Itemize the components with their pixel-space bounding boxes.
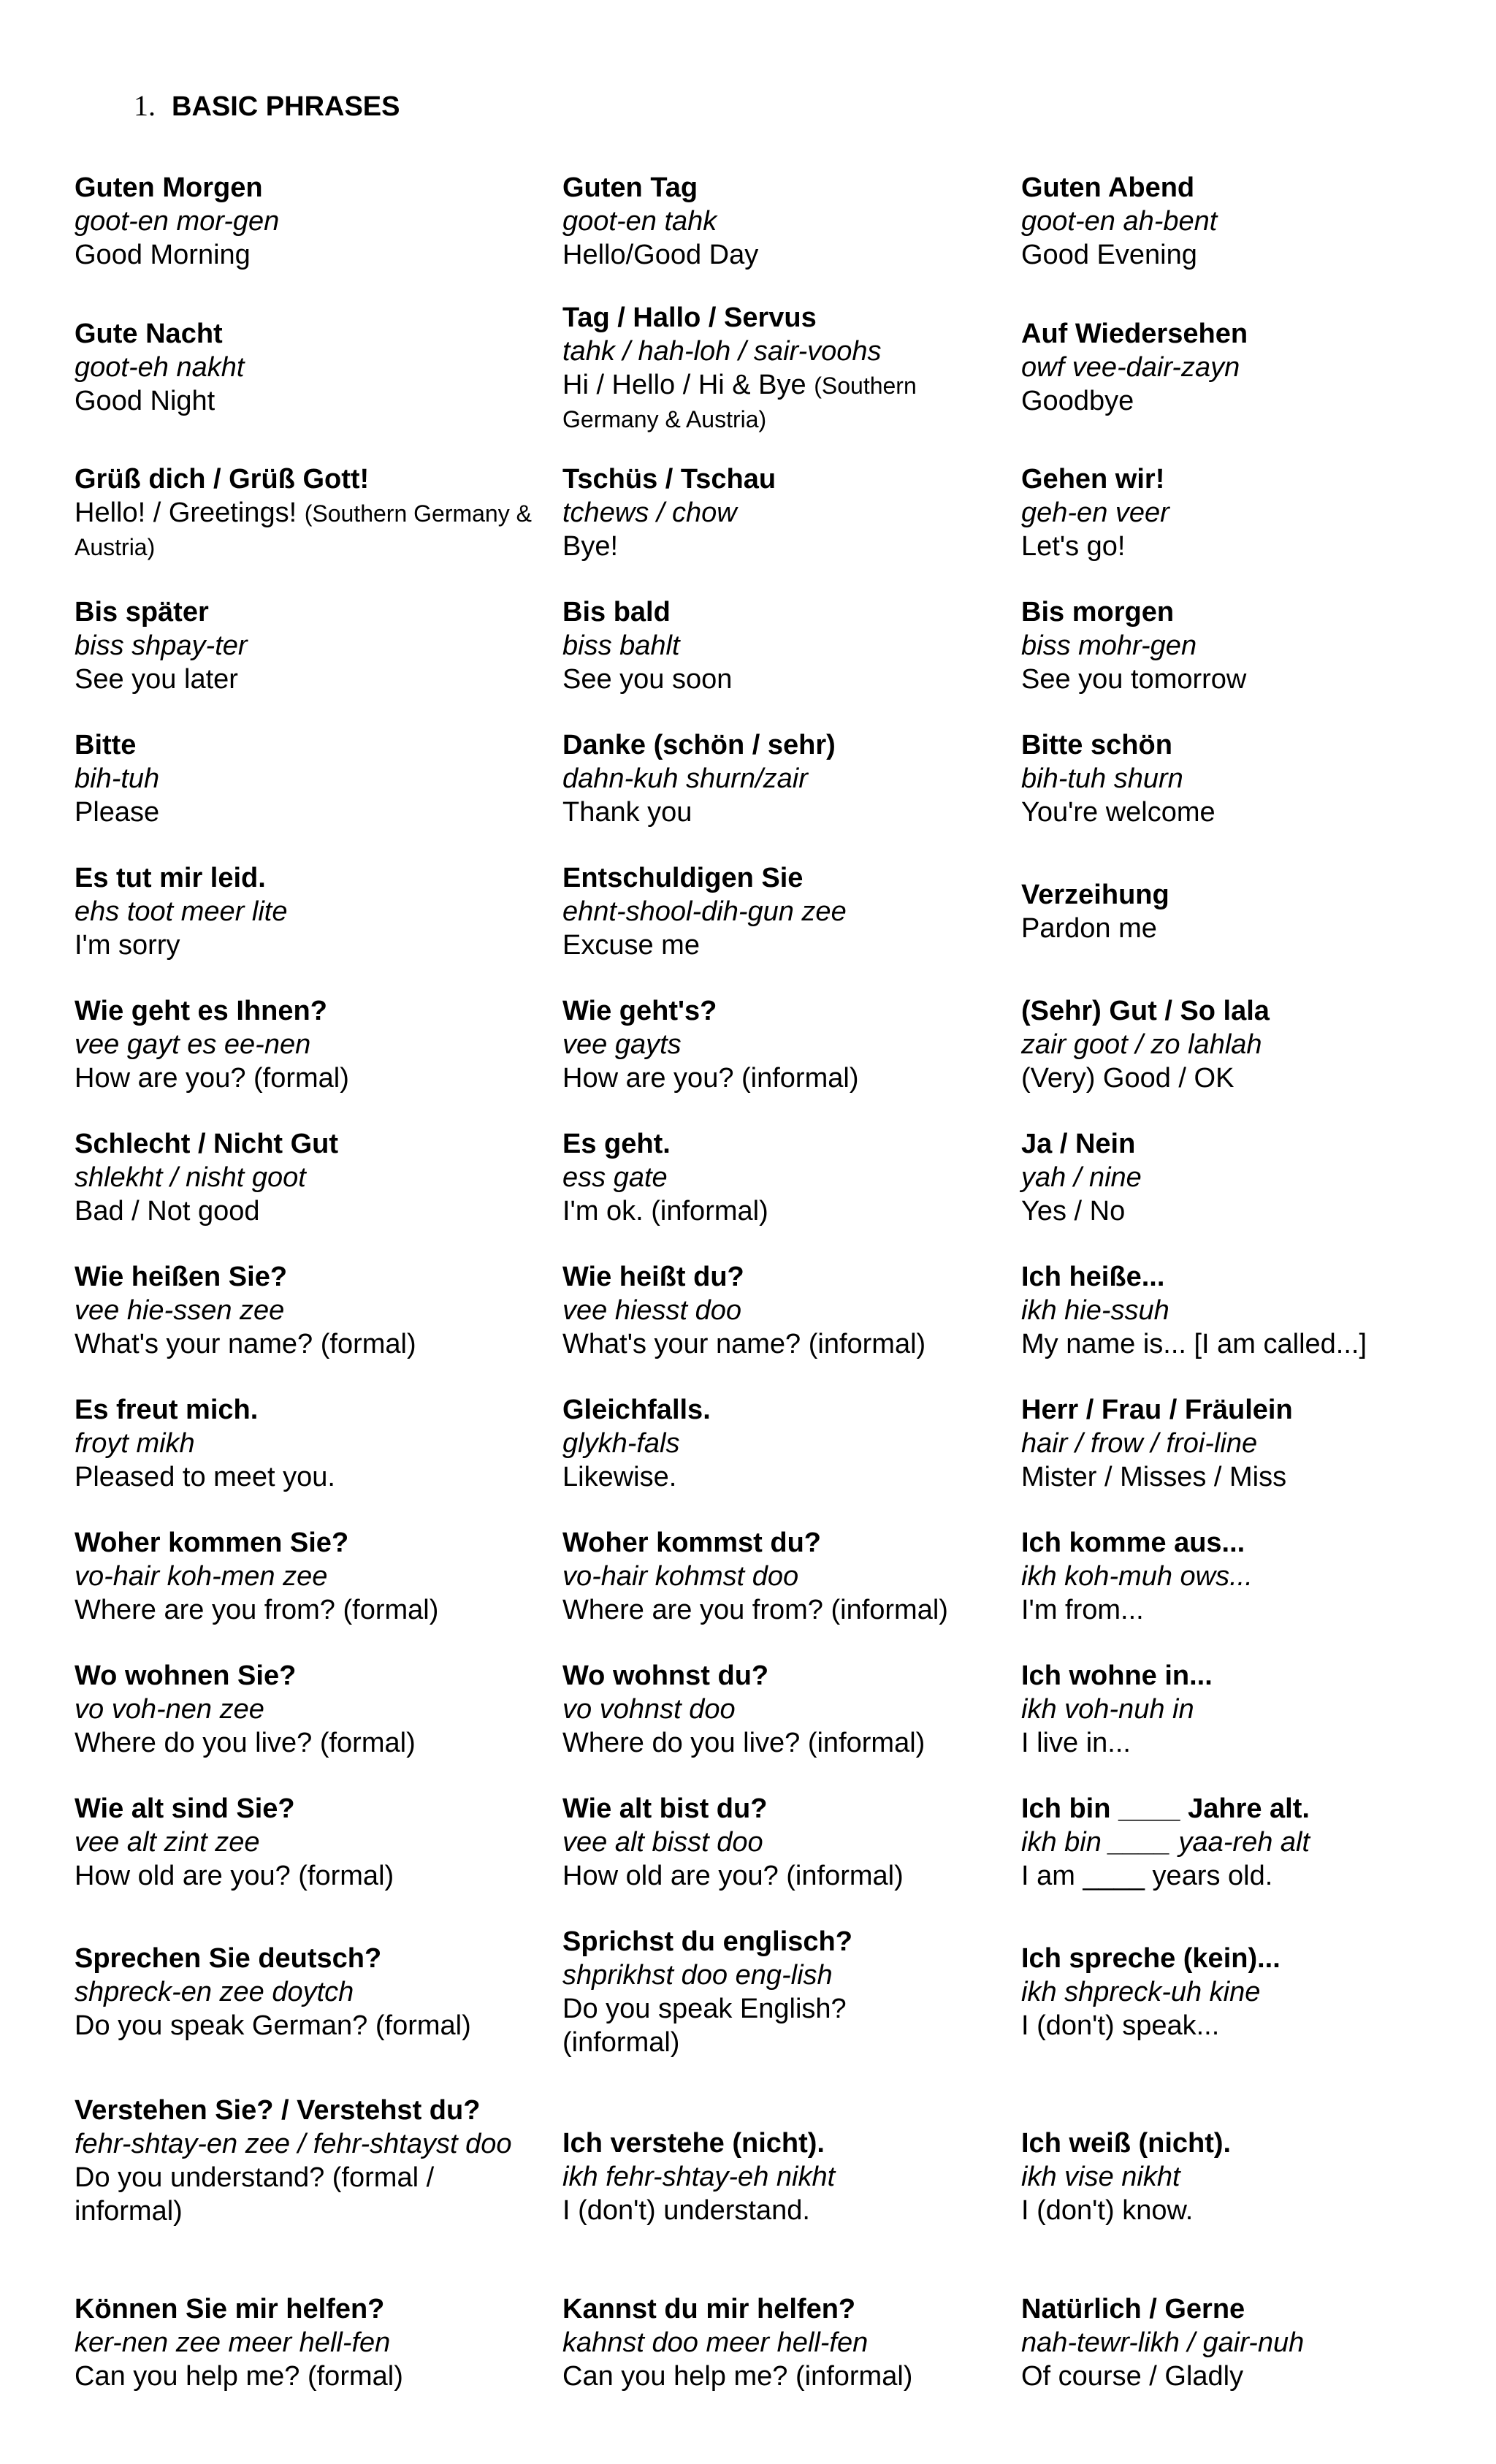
english-translation: I (don't) speak... <box>1021 2010 1220 2041</box>
pronunciation: bih-tuh shurn <box>1021 763 1183 794</box>
english-translation: Can you help me? (formal) <box>75 2361 403 2392</box>
english-translation: Let's go! <box>1021 531 1126 562</box>
pronunciation: tchews / chow <box>562 497 737 528</box>
german-phrase: Schlecht / Nicht Gut <box>75 1129 339 1159</box>
english-translation: Bad / Not good <box>75 1196 260 1227</box>
phrase-entry <box>562 171 1001 272</box>
pronunciation: vo vohnst doo <box>562 1694 736 1725</box>
pronunciation: zair goot / zo lahlah <box>1021 1029 1262 1060</box>
german-phrase: Können Sie mir helfen? <box>75 2294 385 2324</box>
phrase-entry <box>562 301 1001 435</box>
pronunciation: biss mohr-gen <box>1021 630 1197 661</box>
german-phrase: Guten Morgen <box>75 172 263 203</box>
phrase-entry <box>1021 1659 1474 1760</box>
pronunciation: vee alt bisst doo <box>562 1827 763 1858</box>
german-phrase: Verstehen Sie? / Verstehst du? <box>75 2095 481 2126</box>
pronunciation: dahn-kuh shurn/zair <box>562 763 808 794</box>
english-translation <box>75 496 542 563</box>
phrase-entry <box>562 1526 1001 1627</box>
pronunciation: ikh bin ____ yaa-reh alt <box>1021 1827 1310 1858</box>
pronunciation: goot-eh nakht <box>75 352 245 383</box>
phrase-entry <box>75 2094 542 2228</box>
english-translation: Do you understand? (formal / informal) <box>75 2162 435 2227</box>
english-translation: See you soon <box>562 664 733 695</box>
german-phrase: Danke (schön / sehr) <box>562 730 836 760</box>
phrase-entry <box>1021 2127 1474 2227</box>
german-phrase: Es tut mir leid. <box>75 863 266 893</box>
phrase-entry <box>1021 728 1474 829</box>
english-translation: Good Night <box>75 386 215 416</box>
english-translation: Good Evening <box>1021 240 1197 270</box>
phrase-entry <box>75 1792 542 1893</box>
english-translation: Pleased to meet you. <box>75 1462 335 1492</box>
english-translation: Mister / Misses / Miss <box>1021 1462 1287 1492</box>
section-title: BASIC PHRASES <box>172 91 400 122</box>
phrase-entry <box>562 2127 1001 2227</box>
german-phrase: Wie alt bist du? <box>562 1793 768 1824</box>
phrase-entry <box>562 1260 1001 1361</box>
english-translation: What's your name? (formal) <box>75 1329 416 1359</box>
german-phrase: Ich weiß (nicht). <box>1021 2128 1232 2159</box>
german-phrase: Auf Wiedersehen <box>1021 319 1248 349</box>
pronunciation: biss bahlt <box>562 630 680 661</box>
pronunciation: owf vee-dair-zayn <box>1021 352 1240 383</box>
english-translation: How old are you? (formal) <box>75 1861 394 1891</box>
phrase-entry <box>562 728 1001 829</box>
pronunciation: biss shpay-ter <box>75 630 248 661</box>
pronunciation: shlekht / nisht goot <box>75 1162 306 1193</box>
region-note: (Southern Germany & Austria) <box>562 373 917 432</box>
english-translation: See you tomorrow <box>1021 664 1247 695</box>
german-phrase: Bis bald <box>562 597 671 628</box>
german-phrase: Bitte schön <box>1021 730 1172 760</box>
pronunciation: vee gayt es ee-nen <box>75 1029 311 1060</box>
phrase-entry <box>562 994 1001 1095</box>
phrase-entry <box>1021 994 1474 1095</box>
german-phrase: Ja / Nein <box>1021 1129 1136 1159</box>
english-translation: I (don't) understand. <box>562 2195 810 2226</box>
phrase-entry <box>562 1925 869 2059</box>
german-phrase: Grüß dich / Grüß Gott! <box>75 464 370 495</box>
english-translation: You're welcome <box>1021 797 1216 828</box>
english-translation: How are you? (formal) <box>75 1063 349 1094</box>
pronunciation: shprikhst doo eng-lish <box>562 1960 833 1991</box>
english-translation: Likewise. <box>562 1462 677 1492</box>
german-phrase: Es freut mich. <box>75 1395 259 1425</box>
english-translation: Hello/Good Day <box>562 240 759 270</box>
german-phrase: Woher kommst du? <box>562 1527 821 1558</box>
german-phrase: (Sehr) Gut / So lala <box>1021 996 1270 1026</box>
phrase-entry <box>75 171 542 272</box>
english-translation: What's your name? (informal) <box>562 1329 926 1359</box>
pronunciation: ikh fehr-shtay-eh nikht <box>562 2162 836 2192</box>
english-translation: Where are you from? (formal) <box>75 1595 439 1625</box>
english-translation: Please <box>75 797 160 828</box>
phrase-entry <box>75 1393 542 1494</box>
pronunciation: shpreck-en zee doytch <box>75 1977 354 2007</box>
pronunciation: vo voh-nen zee <box>75 1694 264 1725</box>
phrase-entry <box>1021 1526 1474 1627</box>
german-phrase: Bis später <box>75 597 209 628</box>
phrase-entry <box>1021 462 1474 563</box>
phrase-entry <box>1021 171 1474 272</box>
german-phrase: Verzeihung <box>1021 880 1169 910</box>
phrase-entry <box>1021 1260 1474 1361</box>
english-translation: I'm ok. (informal) <box>562 1196 768 1227</box>
phrase-entry <box>562 1393 1001 1494</box>
pronunciation: nah-tewr-likh / gair-nuh <box>1021 2327 1305 2358</box>
english-translation: Can you help me? (informal) <box>562 2361 913 2392</box>
english-translation: I am ____ years old. <box>1021 1861 1273 1891</box>
english-translation: How are you? (informal) <box>562 1063 859 1094</box>
english-translation: Good Morning <box>75 240 251 270</box>
english-translation: Bye! <box>562 531 619 562</box>
phrase-entry <box>75 1942 542 2042</box>
german-phrase: Wie geht es Ihnen? <box>75 996 327 1026</box>
german-phrase: Gleichfalls. <box>562 1395 711 1425</box>
german-phrase: Wie alt sind Sie? <box>75 1793 295 1824</box>
english-translation: Where are you from? (informal) <box>562 1595 948 1625</box>
phrase-column-2 <box>562 0 1001 2464</box>
german-phrase: Entschuldigen Sie <box>562 863 804 893</box>
phrase-entry <box>1021 2292 1474 2393</box>
pronunciation: ikh hie-ssuh <box>1021 1295 1169 1326</box>
pronunciation: vee gayts <box>562 1029 682 1060</box>
pronunciation: geh-en veer <box>1021 497 1169 528</box>
english-translation: Do you speak German? (formal) <box>75 2010 471 2041</box>
german-phrase: Woher kommen Sie? <box>75 1527 349 1558</box>
english-translation: I'm from... <box>1021 1595 1144 1625</box>
pronunciation: fehr-shtay-en zee / fehr-shtayst doo <box>75 2129 512 2159</box>
phrase-entry <box>562 1127 1001 1228</box>
english-translation: (Very) Good / OK <box>1021 1063 1234 1094</box>
german-phrase: Ich heiße... <box>1021 1262 1165 1292</box>
german-phrase: Ich verstehe (nicht). <box>562 2128 825 2159</box>
pronunciation: ikh vise nikht <box>1021 2162 1180 2192</box>
phrase-entry <box>75 1260 542 1361</box>
german-phrase: Es geht. <box>562 1129 671 1159</box>
pronunciation: goot-en mor-gen <box>75 206 280 237</box>
english-translation: See you later <box>75 664 238 695</box>
phrase-entry <box>75 595 542 696</box>
german-phrase: Wo wohnen Sie? <box>75 1660 297 1691</box>
phrase-entry <box>75 462 542 563</box>
german-phrase: Gute Nacht <box>75 319 223 349</box>
phrase-entry <box>1021 1393 1474 1494</box>
phrase-entry <box>562 861 1001 962</box>
phrase-entry <box>1021 878 1474 945</box>
pronunciation: ehs toot meer lite <box>75 896 288 927</box>
german-phrase: Bis morgen <box>1021 597 1175 628</box>
phrase-entry <box>1021 1127 1474 1228</box>
english-translation: My name is... [I am called...] <box>1021 1329 1367 1359</box>
region-note: (Southern Germany & Austria) <box>75 500 532 560</box>
pronunciation: goot-en tahk <box>562 206 717 237</box>
german-phrase: Bitte <box>75 730 137 760</box>
german-phrase: Ich wohne in... <box>1021 1660 1213 1691</box>
english-translation: Where do you live? (formal) <box>75 1728 416 1758</box>
phrase-entry <box>75 1526 542 1627</box>
german-phrase: Tschüs / Tschau <box>562 464 776 495</box>
pronunciation: ker-nen zee meer hell-fen <box>75 2327 391 2358</box>
pronunciation: ikh voh-nuh in <box>1021 1694 1194 1725</box>
english-translation: Pardon me <box>1021 913 1157 944</box>
phrase-entry <box>1021 595 1474 696</box>
german-phrase: Guten Abend <box>1021 172 1195 203</box>
german-phrase: Guten Tag <box>562 172 698 203</box>
phrase-entry <box>75 728 542 829</box>
phrase-entry <box>1021 317 1474 418</box>
phrase-entry <box>75 1127 542 1228</box>
english-translation: Do you speak English? (informal) <box>562 1994 847 2058</box>
english-translation: I live in... <box>1021 1728 1131 1758</box>
pronunciation: vo-hair kohmst doo <box>562 1561 799 1592</box>
phrase-entry <box>562 462 1001 563</box>
english-translation: Of course / Gladly <box>1021 2361 1244 2392</box>
phrase-column-3 <box>1021 0 1474 2464</box>
pronunciation: goot-en ah-bent <box>1021 206 1218 237</box>
english-translation: I (don't) know. <box>1021 2195 1194 2226</box>
german-phrase: Tag / Hallo / Servus <box>562 302 817 333</box>
pronunciation: vee hie-ssen zee <box>75 1295 285 1326</box>
pronunciation: bih-tuh <box>75 763 160 794</box>
german-phrase: Wo wohnst du? <box>562 1660 769 1691</box>
german-phrase: Sprechen Sie deutsch? <box>75 1943 382 1974</box>
german-phrase: Gehen wir! <box>1021 464 1165 495</box>
pronunciation: vee alt zint zee <box>75 1827 260 1858</box>
pronunciation: vo-hair koh-men zee <box>75 1561 328 1592</box>
german-phrase: Natürlich / Gerne <box>1021 2294 1245 2324</box>
english-translation: Yes / No <box>1021 1196 1126 1227</box>
english-text: Hi / Hello / Hi & Bye <box>562 370 806 400</box>
english-translation: Where do you live? (informal) <box>562 1728 926 1758</box>
english-translation: How old are you? (informal) <box>562 1861 904 1891</box>
pronunciation: froyt mikh <box>75 1428 195 1459</box>
phrase-entry <box>75 317 542 418</box>
phrase-entry <box>75 1659 542 1760</box>
german-phrase: Wie heißen Sie? <box>75 1262 288 1292</box>
phrase-entry <box>75 2292 542 2393</box>
pronunciation: hair / frow / froi-line <box>1021 1428 1258 1459</box>
phrase-entry <box>75 994 542 1095</box>
english-translation: Goodbye <box>1021 386 1134 416</box>
pronunciation: tahk / hah-loh / sair-voohs <box>562 336 882 367</box>
phrase-entry <box>562 1792 1001 1893</box>
english-translation <box>562 368 1001 435</box>
phrase-column-1 <box>75 0 542 2464</box>
pronunciation: ehnt-shool-dih-gun zee <box>562 896 847 927</box>
pronunciation: kahnst doo meer hell-fen <box>562 2327 869 2358</box>
pronunciation: glykh-fals <box>562 1428 680 1459</box>
german-phrase: Ich bin ____ Jahre alt. <box>1021 1793 1310 1824</box>
phrase-entry <box>562 2292 1001 2393</box>
pronunciation: ikh koh-muh ows... <box>1021 1561 1253 1592</box>
phrase-entry <box>75 861 542 962</box>
english-translation: Excuse me <box>562 930 700 961</box>
german-phrase: Ich komme aus... <box>1021 1527 1245 1558</box>
pronunciation: ikh shpreck-uh kine <box>1021 1977 1261 2007</box>
phrase-entry <box>1021 1792 1474 1893</box>
phrase-entry <box>562 595 1001 696</box>
phrase-entry <box>1021 1942 1474 2042</box>
section-number: 1. <box>134 89 156 122</box>
english-translation: Thank you <box>562 797 692 828</box>
english-text: Hello! / Greetings! <box>75 497 297 528</box>
german-phrase: Herr / Frau / Fräulein <box>1021 1395 1293 1425</box>
pronunciation: ess gate <box>562 1162 668 1193</box>
pronunciation: yah / nine <box>1021 1162 1142 1193</box>
german-phrase: Kannst du mir helfen? <box>562 2294 856 2324</box>
pronunciation: vee hiesst doo <box>562 1295 742 1326</box>
english-translation: I'm sorry <box>75 930 180 961</box>
german-phrase: Wie geht's? <box>562 996 717 1026</box>
phrase-entry <box>562 1659 1001 1760</box>
german-phrase: Sprichst du englisch? <box>562 1926 852 1957</box>
german-phrase: Wie heißt du? <box>562 1262 744 1292</box>
german-phrase: Ich spreche (kein)... <box>1021 1943 1281 1974</box>
